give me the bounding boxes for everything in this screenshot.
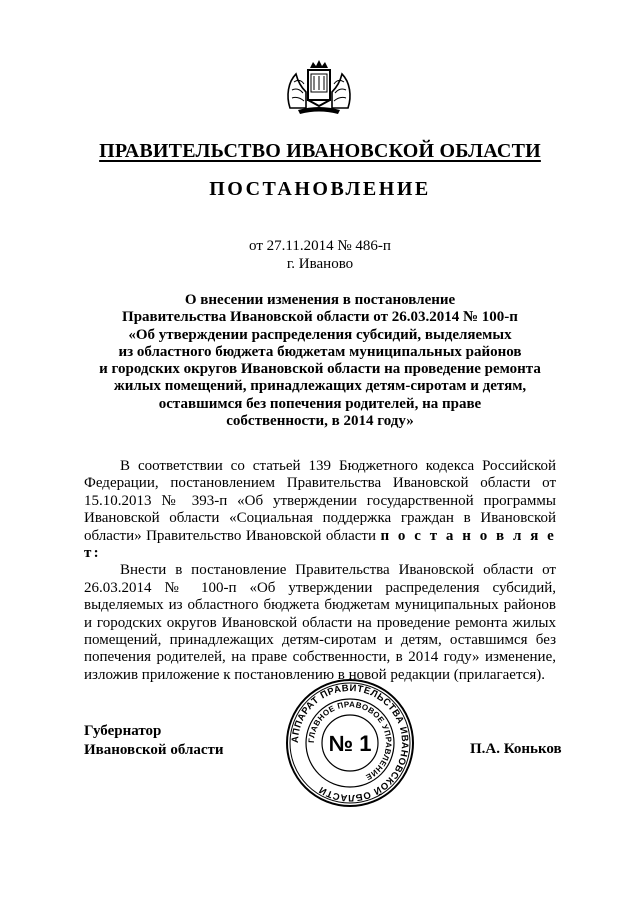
stamp-inner-text: ГЛАВНОЕ ПРАВОВОЕ УПРАВЛЕНИЕ <box>306 699 394 782</box>
body-paragraph-resolution: Внести в постановление Правительства Ивановской области от 26.03.2014 № 100-п «Об утверждении распределения субсидий, выделяемых из областного бюджета бюджетам муниципальных районов и городских округов Ивановской области на проведение ремонта жилых помещений, принадлежащих детям-сиротам и детям, оставшимся без попечения родителей, на праве собственности, в 2014 году» изменение, изложив приложение к постановлению в новой редакции (прилагается). <box>84 562 556 683</box>
subject-line: «Об утверждении распределения субсидий, выделяемых <box>128 326 512 343</box>
preamble-text: В соответствии со статьей 139 Бюджетного кодекса Российской Федерации, постановлением Правительства Ивановской области от 15.10.2013 № 393-п «Об утверждении государственной программы Ивановской области «Социальная поддержка граждан в Ивановской области» Правительство Ивановской области <box>84 458 556 544</box>
body-paragraph-preamble <box>84 458 556 562</box>
subject-line: и городских округов Ивановской области на проведение ремонта <box>99 361 541 378</box>
government-title: ПРАВИТЕЛЬСТВО ИВАНОВСКОЙ ОБЛАСТИ <box>99 140 541 162</box>
subject-line: из областного бюджета бюджетам муниципальных районов <box>118 343 522 360</box>
coat-of-arms-emblem <box>282 58 356 118</box>
document-type-title: ПОСТАНОВЛЕНИЕ <box>209 178 431 200</box>
document-body <box>84 458 556 684</box>
subject-line: собственности, в 2014 году» <box>226 413 414 430</box>
document-city: г. Иваново <box>286 256 354 272</box>
document-subject <box>80 292 560 430</box>
subject-line: Правительства Ивановской области от 26.03.2014 № 100-п <box>122 309 518 326</box>
signatory-position <box>84 722 224 760</box>
document-date-number: от 27.11.2014 № 486-п <box>249 238 391 254</box>
official-seal-stamp <box>284 677 416 809</box>
subject-line: оставшимся без попечения родителей, на праве <box>158 395 482 412</box>
resolves-word: п о с т а н о в л я е т: <box>84 527 556 562</box>
position-line: Ивановской области <box>84 742 224 758</box>
subject-line: О внесении изменения в постановление <box>184 292 456 308</box>
signatory-name: П.А. Коньков <box>470 741 562 757</box>
stamp-ring-text: АППАРАТ ПРАВИТЕЛЬСТВА ИВАНОВСКОЙ ОБЛАСТИ <box>289 682 411 804</box>
stamp-number: № 1 <box>328 731 372 756</box>
subject-line: жилых помещений, принадлежащих детям-сиротам и детям, <box>113 378 527 395</box>
position-line: Губернатор <box>84 723 162 739</box>
